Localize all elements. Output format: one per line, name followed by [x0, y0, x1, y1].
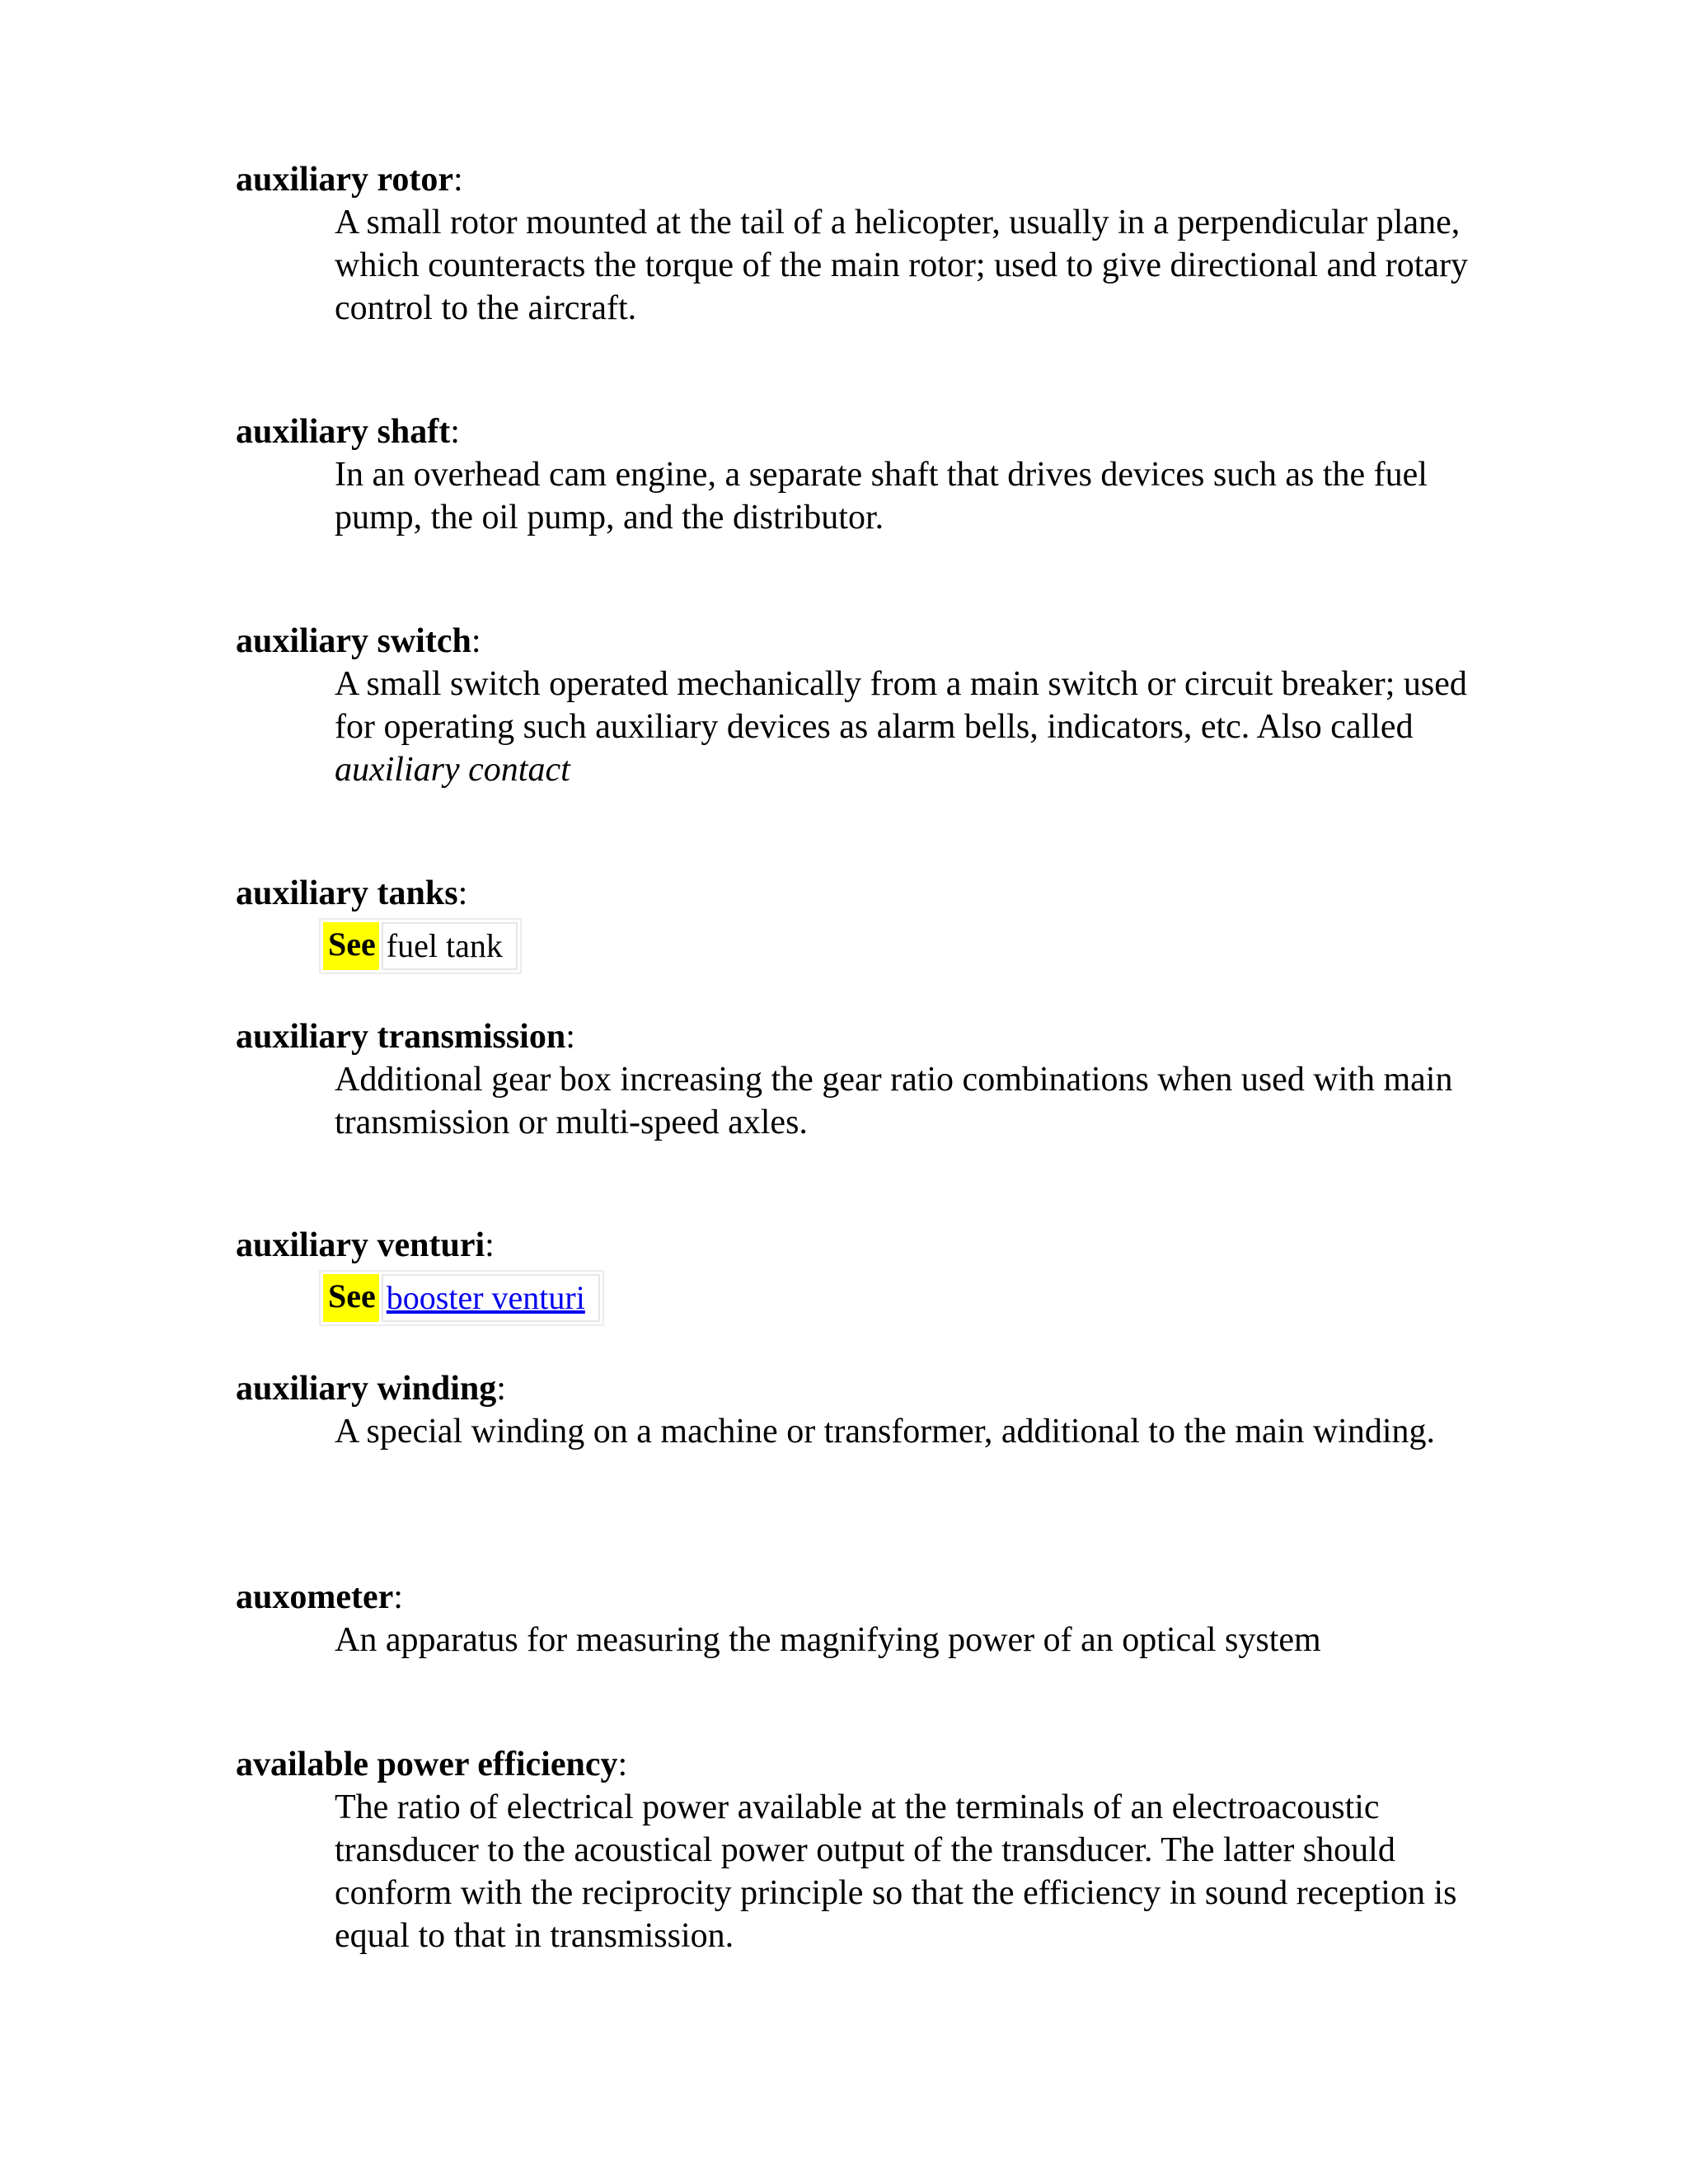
glossary-entry — [236, 1576, 1472, 1661]
colon: : — [453, 161, 463, 199]
definition: A small rotor mounted at the tail of a helicopter, usually in a perpendicular plane, which counteracts the torque of the main rotor; used to give directional and rotary control to the aircraft. — [335, 204, 1469, 327]
entry-heading — [236, 1743, 1472, 1786]
entry-heading — [236, 1576, 1472, 1619]
see-reference — [319, 918, 522, 974]
definition-text: A small switch operated mechanically from a main switch or circuit breaker; used for operating such auxiliary devices as alarm bells, indicators, etc. Also called — [335, 665, 1467, 746]
colon: : — [471, 622, 481, 660]
term: auxiliary tanks — [236, 874, 458, 912]
entry-heading — [236, 620, 1472, 663]
entry-heading — [236, 1367, 1472, 1410]
definition: The ratio of electrical power available at the terminals of an electroacoustic transducer to the acoustical power output of the transducer. The latter should conform with the reciprocity principle so that the efficiency in sound reception is equal to that in transmission. — [335, 1788, 1457, 1955]
see-label: See — [323, 1274, 379, 1322]
entry-heading — [236, 1015, 1472, 1058]
entry-heading — [236, 410, 1472, 453]
term: auxiliary winding — [236, 1370, 497, 1408]
glossary-entry — [236, 1224, 1472, 1326]
term: auxometer — [236, 1578, 394, 1616]
definition: A special winding on a machine or transformer, additional to the main winding. — [335, 1413, 1435, 1451]
glossary-entry — [236, 1743, 1472, 1957]
term: auxiliary venturi — [236, 1226, 485, 1264]
term: auxiliary switch — [236, 622, 471, 660]
booster-venturi-link[interactable]: booster venturi — [386, 1279, 585, 1316]
glossary-entry — [236, 872, 1472, 974]
glossary-entry — [236, 158, 1472, 330]
see-label: See — [323, 922, 379, 970]
see-target — [382, 1274, 600, 1322]
term: auxiliary rotor — [236, 161, 454, 199]
glossary-entry — [236, 1367, 1472, 1453]
definition: Additional gear box increasing the gear ratio combinations when used with main transmission or multi-speed axles. — [335, 1061, 1453, 1141]
glossary-entry — [236, 410, 1472, 539]
colon: : — [450, 413, 460, 451]
see-reference — [319, 1270, 604, 1326]
see-target: fuel tank — [382, 922, 518, 970]
entry-heading — [236, 158, 1472, 201]
entry-heading — [236, 1224, 1472, 1267]
definition: In an overhead cam engine, a separate shaft that drives devices such as the fuel pump, the oil pump, and the distributor. — [335, 456, 1428, 537]
entry-heading — [236, 872, 1472, 915]
colon: : — [565, 1018, 575, 1056]
colon: : — [485, 1226, 495, 1264]
colon: : — [393, 1578, 403, 1616]
definition: An apparatus for measuring the magnifying power of an optical system — [335, 1621, 1321, 1659]
colon: : — [457, 874, 468, 912]
also-called-term: auxiliary contact — [335, 751, 570, 789]
colon: : — [496, 1370, 506, 1408]
glossary-entry — [236, 620, 1472, 791]
glossary-entry — [236, 1015, 1472, 1144]
colon: : — [617, 1746, 628, 1783]
term: available power efficiency — [236, 1746, 618, 1783]
term: auxiliary shaft — [236, 413, 451, 451]
term: auxiliary transmission — [236, 1018, 566, 1056]
definition — [335, 663, 1472, 791]
